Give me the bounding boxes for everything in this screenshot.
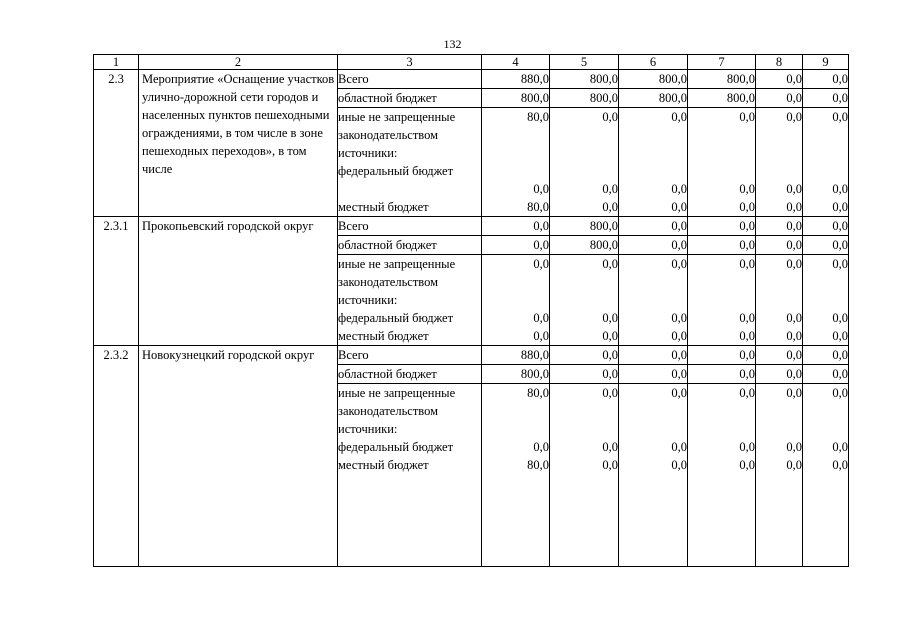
- item-code: 2.3.2: [94, 346, 139, 567]
- value-cell: 0,0: [803, 89, 849, 108]
- value-cell: 0,0: [688, 236, 756, 255]
- page-number: 132: [443, 37, 462, 51]
- value-cell: 0,0: [482, 162, 550, 198]
- value-cell: 0,0: [688, 309, 756, 327]
- header-cell: 5: [550, 55, 619, 70]
- value-cell: 800,0: [619, 89, 688, 108]
- value-cell: 0,0: [619, 198, 688, 217]
- value-cell: 800,0: [550, 89, 619, 108]
- value-cell: 0,0: [688, 108, 756, 163]
- value-cell: 80,0: [482, 198, 550, 217]
- value-cell: 880,0: [482, 70, 550, 89]
- value-cell: 0,0: [756, 255, 803, 310]
- funding-source-label: Всего: [338, 348, 369, 362]
- value-cell: 0,0: [482, 255, 550, 310]
- value-cell: 0,0: [688, 365, 756, 384]
- value-cell: 800,0: [688, 89, 756, 108]
- value-cell: 0,0: [619, 456, 688, 567]
- funding-source: [338, 217, 482, 236]
- funding-source: [338, 236, 482, 255]
- value-cell: 0,0: [803, 70, 849, 89]
- funding-source-label: областной бюджет: [338, 238, 437, 252]
- value-cell: 0,0: [803, 327, 849, 346]
- value-cell: 0,0: [619, 309, 688, 327]
- item-name: Прокопьевский городской округ: [139, 217, 338, 346]
- value-cell: 0,0: [550, 108, 619, 163]
- value-cell: 0,0: [688, 346, 756, 365]
- funding-source-label: федеральный бюджет: [338, 164, 454, 178]
- header-cell: 2: [139, 55, 338, 70]
- value-cell: 0,0: [482, 438, 550, 456]
- value-cell: 800,0: [550, 217, 619, 236]
- funding-source: [338, 255, 482, 310]
- value-cell: 800,0: [688, 70, 756, 89]
- value-cell: 0,0: [803, 162, 849, 198]
- value-cell: 0,0: [550, 198, 619, 217]
- funding-source: [338, 346, 482, 365]
- funding-source-label: федеральный бюджет: [338, 311, 454, 325]
- value-cell: 0,0: [550, 309, 619, 327]
- value-cell: 0,0: [803, 236, 849, 255]
- value-cell: 0,0: [756, 217, 803, 236]
- value-cell: 800,0: [550, 236, 619, 255]
- value-cell: 0,0: [756, 456, 803, 567]
- header-cell: 3: [338, 55, 482, 70]
- value-cell: 0,0: [803, 365, 849, 384]
- header-cell: 6: [619, 55, 688, 70]
- funding-source-label: иные не запрещенные законодательством источники:: [338, 257, 456, 307]
- value-cell: 0,0: [550, 384, 619, 439]
- funding-source-label: Всего: [338, 72, 369, 86]
- funding-source-label: местный бюджет: [338, 329, 429, 343]
- funding-source: [338, 365, 482, 384]
- funding-source-label: местный бюджет: [338, 458, 429, 472]
- value-cell: 0,0: [619, 346, 688, 365]
- value-cell: 800,0: [550, 70, 619, 89]
- funding-source-label: областной бюджет: [338, 91, 437, 105]
- value-cell: 0,0: [756, 89, 803, 108]
- header-row: [94, 55, 849, 70]
- table-row: [94, 70, 849, 89]
- value-cell: 0,0: [550, 346, 619, 365]
- value-cell: 0,0: [619, 217, 688, 236]
- value-cell: 0,0: [550, 365, 619, 384]
- funding-source: [338, 309, 482, 327]
- header-cell: 1: [94, 55, 139, 70]
- item-name: Новокузнецкий городской округ: [139, 346, 338, 567]
- value-cell: 0,0: [756, 70, 803, 89]
- value-cell: 0,0: [756, 327, 803, 346]
- value-cell: 0,0: [756, 108, 803, 163]
- value-cell: 0,0: [550, 438, 619, 456]
- value-cell: 80,0: [482, 108, 550, 163]
- value-cell: 0,0: [688, 327, 756, 346]
- value-cell: 0,0: [482, 309, 550, 327]
- value-cell: 0,0: [803, 217, 849, 236]
- value-cell: 0,0: [803, 255, 849, 310]
- funding-source: [338, 456, 482, 567]
- funding-source-label: иные не запрещенные законодательством источники:: [338, 386, 456, 436]
- value-cell: 0,0: [756, 162, 803, 198]
- value-cell: 0,0: [550, 162, 619, 198]
- value-cell: 0,0: [756, 236, 803, 255]
- value-cell: 0,0: [619, 384, 688, 439]
- funding-source-label: иные не запрещенные законодательством источники:: [338, 110, 456, 160]
- value-cell: 0,0: [619, 255, 688, 310]
- value-cell: 0,0: [688, 438, 756, 456]
- funding-source: [338, 198, 482, 217]
- value-cell: 0,0: [756, 198, 803, 217]
- value-cell: 0,0: [756, 365, 803, 384]
- value-cell: 0,0: [619, 438, 688, 456]
- value-cell: 0,0: [756, 384, 803, 439]
- value-cell: 0,0: [688, 198, 756, 217]
- value-cell: 80,0: [482, 384, 550, 439]
- value-cell: 0,0: [803, 456, 849, 567]
- funding-source-label: Всего: [338, 219, 369, 233]
- value-cell: 0,0: [550, 456, 619, 567]
- table-row: [94, 346, 849, 365]
- funding-source: [338, 70, 482, 89]
- value-cell: 0,0: [803, 438, 849, 456]
- header-cell: 7: [688, 55, 756, 70]
- header-cell: 9: [803, 55, 849, 70]
- value-cell: 80,0: [482, 456, 550, 567]
- value-cell: 0,0: [619, 327, 688, 346]
- value-cell: 0,0: [756, 309, 803, 327]
- value-cell: 0,0: [756, 346, 803, 365]
- value-cell: 0,0: [688, 384, 756, 439]
- value-cell: 0,0: [803, 198, 849, 217]
- value-cell: 0,0: [688, 162, 756, 198]
- item-code: 2.3: [94, 70, 139, 217]
- value-cell: 0,0: [803, 309, 849, 327]
- value-cell: 0,0: [803, 346, 849, 365]
- value-cell: 0,0: [550, 255, 619, 310]
- funding-source: [338, 327, 482, 346]
- value-cell: 0,0: [482, 327, 550, 346]
- value-cell: 0,0: [619, 236, 688, 255]
- value-cell: 0,0: [482, 217, 550, 236]
- value-cell: 0,0: [482, 236, 550, 255]
- value-cell: 0,0: [688, 456, 756, 567]
- value-cell: 880,0: [482, 346, 550, 365]
- value-cell: 0,0: [619, 108, 688, 163]
- funding-source-label: областной бюджет: [338, 367, 437, 381]
- value-cell: 0,0: [803, 108, 849, 163]
- value-cell: 0,0: [619, 162, 688, 198]
- value-cell: 0,0: [803, 384, 849, 439]
- funding-source: [338, 384, 482, 439]
- value-cell: 0,0: [619, 365, 688, 384]
- header-cell: 8: [756, 55, 803, 70]
- value-cell: 0,0: [688, 217, 756, 236]
- item-code: 2.3.1: [94, 217, 139, 346]
- funding-source: [338, 162, 482, 198]
- funding-source-label: федеральный бюджет: [338, 440, 454, 454]
- value-cell: 800,0: [619, 70, 688, 89]
- value-cell: 0,0: [756, 438, 803, 456]
- value-cell: 0,0: [550, 327, 619, 346]
- funding-source: [338, 108, 482, 163]
- header-cell: 4: [482, 55, 550, 70]
- value-cell: 0,0: [688, 255, 756, 310]
- funding-source: [338, 438, 482, 456]
- funding-source-label: местный бюджет: [338, 200, 429, 214]
- budget-table: [93, 54, 849, 567]
- value-cell: 800,0: [482, 365, 550, 384]
- item-name: Мероприятие «Оснащение участков улично-дорожной сети городов и населенных пунктов пешеходными ограждениями, в том числе в зоне пешеходных переходов», в том числе: [139, 70, 338, 217]
- funding-source: [338, 89, 482, 108]
- table-row: [94, 217, 849, 236]
- value-cell: 800,0: [482, 89, 550, 108]
